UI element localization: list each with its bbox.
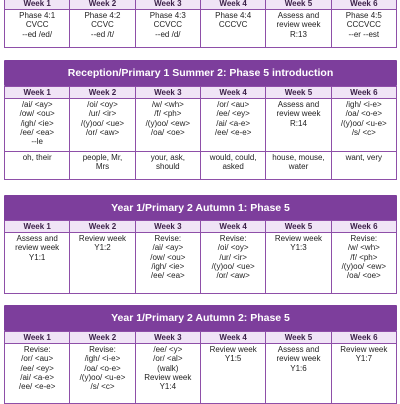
phase4-table — [4, 0, 397, 48]
cell-line: /or/ <al> — [153, 354, 183, 364]
cell-week-6 — [331, 10, 396, 48]
week-header-5: Week 5 — [266, 0, 331, 10]
cell-line: review week — [276, 109, 321, 119]
week-header-4: Week 4 — [200, 332, 265, 344]
cell-line: --le — [31, 137, 43, 147]
cell-line: Y1:7 — [355, 354, 373, 364]
cell-line: Assess and — [16, 234, 58, 243]
cell-line: R:14 — [290, 118, 307, 128]
cell-line: /ai/ <a-e> — [216, 118, 251, 128]
cell-line: /or/ <aw> — [216, 271, 250, 281]
cell-week-5 — [266, 10, 331, 48]
cell-line: Revise: — [89, 345, 116, 354]
week-header-4: Week 4 — [200, 221, 265, 233]
cell-line: /(y)oo/ <u-e> — [340, 118, 387, 128]
cell-week-1 — [5, 10, 70, 48]
cell-line: /ai/ <a-e> — [20, 372, 55, 382]
cell-week-3 — [135, 99, 200, 152]
cell-line: your, ask, — [150, 153, 185, 162]
cell-line: Mrs — [95, 162, 110, 172]
cell-line: /oa/ <oe> — [150, 127, 185, 137]
cell-line: /oi/ <oy> — [217, 243, 249, 253]
cell-line: /ai/ <ay> — [21, 100, 53, 109]
cell-line: /igh/ <i-e> — [84, 354, 121, 364]
cell-line: --er --est — [348, 29, 380, 39]
cell-week-2 — [70, 10, 135, 48]
content-row — [5, 233, 397, 294]
week-header-1: Week 1 — [5, 0, 70, 10]
week-header-3: Week 3 — [135, 221, 200, 233]
cell-line: /or/ <au> — [217, 100, 250, 109]
week-header-1: Week 1 — [5, 87, 70, 99]
week-header-row — [5, 332, 397, 344]
cell-line: --ed /t/ — [90, 29, 115, 39]
grapheme-row — [5, 99, 397, 152]
cell-week-1 — [5, 344, 70, 404]
week-header-5: Week 5 — [266, 87, 331, 99]
cell-line: Phase 4:4 — [215, 11, 252, 20]
week-header-row — [5, 221, 397, 233]
week-header-1: Week 1 — [5, 221, 70, 233]
cell-line: Assess and — [277, 100, 320, 109]
cell-line: Assess and — [277, 11, 320, 20]
cell-line: /ow/ <ou> — [150, 252, 186, 262]
cell-week-1 — [5, 99, 70, 152]
week-header-3: Week 3 — [135, 332, 200, 344]
cell-line: /ur/ <ir> — [219, 252, 247, 262]
content-row — [5, 344, 397, 404]
cell-line: CCVCC — [153, 20, 183, 30]
cell-line: /ow/ <ou> — [19, 109, 55, 119]
cell-week-4 — [200, 233, 265, 294]
cell-line: should — [156, 162, 180, 172]
cell-week-2 — [70, 152, 135, 180]
cell-line: oh, their — [22, 153, 52, 162]
cell-line: /s/ <c> — [351, 127, 376, 137]
cell-line: /igh/ <ie> — [20, 118, 54, 128]
cell-line: /oa/ <o-e> — [345, 109, 383, 119]
cell-line: /ai/ <ay> — [152, 243, 184, 253]
cell-line: people, Mr, — [82, 153, 123, 162]
cell-line: Review week — [340, 345, 388, 354]
cell-line: --ed /d/ — [155, 29, 181, 39]
cell-line: Revise: — [350, 234, 378, 243]
cell-week-6 — [331, 99, 396, 152]
week-header-2: Week 2 — [70, 87, 135, 99]
cell-line: R:13 — [290, 29, 307, 39]
week-header-1: Week 1 — [5, 332, 70, 344]
cell-line: /(y)oo/ <u-e> — [79, 372, 126, 382]
cell-week-6 — [331, 233, 396, 294]
cell-week-6 — [331, 344, 396, 404]
cell-line: /f/ <ph> — [154, 109, 182, 119]
week-header-4: Week 4 — [200, 87, 265, 99]
week-header-3: Week 3 — [135, 87, 200, 99]
cell-line: CVCC — [25, 20, 49, 30]
cell-line: Phase 4:3 — [149, 11, 186, 20]
section-banner-year1-autumn1: Year 1/Primary 2 Autumn 1: Phase 5 — [4, 195, 397, 221]
year1-autumn2-table — [4, 331, 397, 404]
content-row — [5, 10, 397, 48]
cell-line: /ee/ <ey> — [20, 363, 54, 373]
cell-line: Review week — [209, 345, 257, 354]
cell-line: /oi/ <oy> — [87, 100, 118, 109]
cell-line: CCCVC — [218, 20, 248, 30]
section-banner-year1-autumn2: Year 1/Primary 2 Autumn 2: Phase 5 — [4, 305, 397, 331]
cell-line: Revise: — [23, 345, 51, 354]
cell-line: review week — [276, 20, 321, 30]
week-header-2: Week 2 — [70, 221, 135, 233]
cell-line: /oa/ <oe> — [346, 271, 381, 281]
cell-line: /w/ <wh> — [347, 243, 380, 253]
cell-line: /(y)oo/ <ue> — [80, 118, 125, 128]
cell-line: /(y)oo/ <ew> — [145, 118, 191, 128]
week-header-row — [5, 87, 397, 99]
cell-line: Phase 4:5 — [345, 11, 382, 20]
cell-line: /ee/ <e-e> — [214, 127, 252, 137]
cell-line: Review week — [78, 234, 127, 243]
cell-line: /s/ <c> — [90, 382, 115, 392]
cell-line: CCVC — [91, 20, 114, 30]
cell-line: CCCVCC — [346, 20, 381, 30]
section-banner-reception-summer2: Reception/Primary 1 Summer 2: Phase 5 introduction — [4, 60, 397, 86]
cell-line: water — [288, 162, 309, 172]
cell-line: Review week — [144, 372, 192, 382]
cell-week-5 — [266, 344, 331, 404]
cell-line: Revise: — [219, 234, 247, 243]
cell-week-6 — [331, 152, 396, 180]
cell-week-4 — [200, 10, 265, 48]
cell-line: review week — [15, 243, 60, 253]
cell-line: /ee/ <ey> — [216, 109, 250, 119]
tricky-words-row — [5, 152, 397, 180]
cell-line: review week — [276, 354, 321, 364]
cell-week-3 — [135, 10, 200, 48]
cell-line: Y1:5 — [224, 354, 242, 364]
cell-line: /igh/ <ie> — [151, 261, 185, 271]
cell-week-3 — [135, 152, 200, 180]
cell-line: would, could, — [209, 153, 257, 162]
cell-line: Phase 4:2 — [84, 11, 121, 20]
cell-line: /ur/ <ir> — [88, 109, 117, 119]
cell-line: /(y)oo/ <ew> — [341, 261, 387, 271]
week-header-6: Week 6 — [331, 221, 396, 233]
cell-line: /or/ <aw> — [85, 127, 120, 137]
cell-line: Revise: — [154, 234, 182, 243]
cell-week-4 — [200, 99, 265, 152]
year1-autumn1-table — [4, 220, 397, 294]
cell-line: --ed /ed/ — [22, 29, 53, 39]
cell-week-2 — [70, 344, 135, 404]
cell-line: Y1:1 — [28, 252, 46, 262]
cell-week-5 — [266, 99, 331, 152]
cell-line: /ee/ <y> — [153, 345, 183, 354]
cell-week-5 — [266, 152, 331, 180]
cell-line: Phase 4:1 — [19, 11, 56, 20]
cell-week-4 — [200, 344, 265, 404]
cell-week-3 — [135, 344, 200, 404]
cell-line: Assess and — [277, 345, 320, 354]
cell-line: Y1:3 — [290, 243, 307, 253]
cell-week-4 — [200, 152, 265, 180]
cell-line: /ee/ <e-e> — [18, 382, 56, 392]
cell-line: house, mouse, — [272, 153, 325, 162]
week-header-6: Week 6 — [331, 332, 396, 344]
cell-week-1 — [5, 152, 70, 180]
cell-line: /igh/ <i-e> — [346, 100, 382, 109]
week-header-row — [5, 0, 397, 10]
cell-week-1 — [5, 233, 70, 294]
cell-line: /f/ <ph> — [350, 252, 378, 262]
cell-line: /or/ <au> — [21, 354, 54, 364]
cell-week-5 — [266, 233, 331, 294]
week-header-4: Week 4 — [200, 0, 265, 10]
cell-week-3 — [135, 233, 200, 294]
week-header-5: Week 5 — [266, 332, 331, 344]
week-header-6: Week 6 — [331, 0, 396, 10]
cell-week-2 — [70, 99, 135, 152]
cell-line: (walk) — [157, 363, 179, 373]
cell-line: /ee/ <ea> — [150, 271, 185, 281]
cell-line: Y1:4 — [159, 382, 177, 392]
reception-summer2-table — [4, 86, 397, 180]
cell-line: want, very — [345, 153, 383, 162]
week-header-6: Week 6 — [331, 87, 396, 99]
cell-line: /oa/ <o-e> — [84, 363, 121, 373]
week-header-5: Week 5 — [266, 221, 331, 233]
cell-line: /w/ <wh> — [151, 100, 184, 109]
week-header-3: Week 3 — [135, 0, 200, 10]
cell-line: asked — [222, 162, 244, 172]
cell-line: /(y)oo/ <ue> — [211, 261, 255, 271]
cell-line: Y1:6 — [290, 363, 307, 373]
week-header-2: Week 2 — [70, 0, 135, 10]
cell-line: Review week — [274, 234, 323, 243]
week-header-2: Week 2 — [70, 332, 135, 344]
cell-line: Y1:2 — [94, 243, 111, 253]
cell-line: /ee/ <ea> — [20, 127, 55, 137]
cell-week-2 — [70, 233, 135, 294]
